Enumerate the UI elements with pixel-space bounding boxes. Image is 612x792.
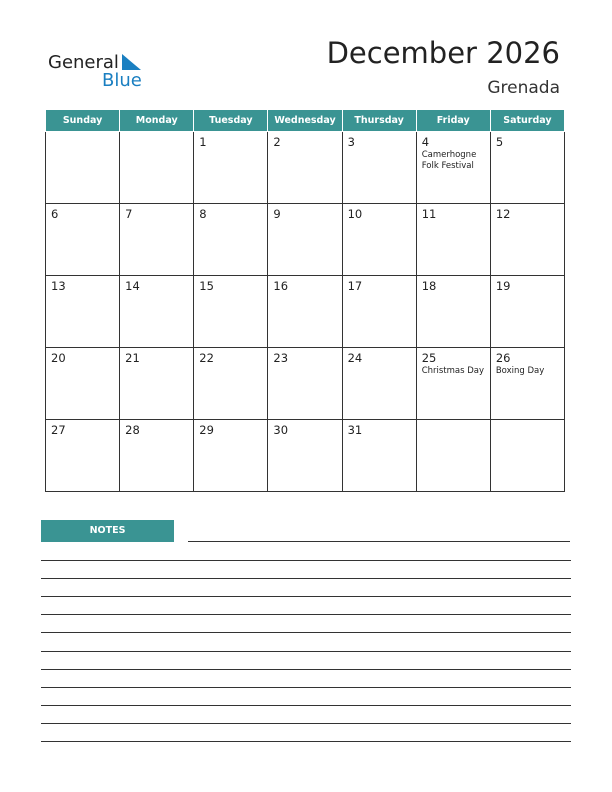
day-cell xyxy=(342,204,416,276)
day-cell xyxy=(268,204,342,276)
day-number: 7 xyxy=(125,207,133,221)
day-cell xyxy=(416,348,490,420)
day-number: 18 xyxy=(421,279,437,293)
notes-ruled-line xyxy=(41,578,571,579)
day-cell xyxy=(490,348,564,420)
day-number: 14 xyxy=(125,279,140,293)
calendar-week-row xyxy=(46,204,565,276)
day-cell xyxy=(268,276,342,348)
day-cell xyxy=(194,276,268,348)
day-number: 17 xyxy=(347,279,363,293)
day-number: 8 xyxy=(199,207,207,221)
day-cell xyxy=(416,132,490,204)
day-cell xyxy=(268,132,342,204)
page-title: December 2026 xyxy=(326,36,560,70)
notes-ruled-line xyxy=(41,669,571,670)
day-number: 31 xyxy=(347,423,363,437)
day-number: 16 xyxy=(273,279,289,293)
weekday-header-wednesday: Wednesday xyxy=(268,110,342,132)
notes-ruled-line xyxy=(41,687,571,688)
day-cell xyxy=(490,420,564,492)
holiday-event: Christmas Day xyxy=(421,366,485,376)
notes-ruled-line xyxy=(41,723,571,724)
day-cell xyxy=(46,132,120,204)
day-number: 3 xyxy=(347,135,355,149)
day-cell xyxy=(120,348,194,420)
day-cell xyxy=(268,348,342,420)
day-cell xyxy=(194,132,268,204)
notes-ruled-line xyxy=(41,705,571,706)
day-number: 20 xyxy=(51,351,66,365)
day-cell xyxy=(194,204,268,276)
day-cell xyxy=(46,420,120,492)
day-number: 24 xyxy=(347,351,363,365)
day-number: 30 xyxy=(273,423,289,437)
day-cell xyxy=(120,420,194,492)
day-number: 2 xyxy=(273,135,281,149)
day-cell xyxy=(490,204,564,276)
day-cell xyxy=(268,420,342,492)
day-number: 5 xyxy=(495,135,504,149)
day-cell xyxy=(416,204,490,276)
day-cell xyxy=(194,348,268,420)
day-cell xyxy=(46,348,120,420)
notes-ruled-line xyxy=(41,614,571,615)
day-cell xyxy=(342,132,416,204)
day-number: 10 xyxy=(347,207,363,221)
calendar-grid xyxy=(45,109,565,492)
day-number: 13 xyxy=(51,279,66,293)
day-cell xyxy=(416,420,490,492)
weekday-header-monday: Monday xyxy=(120,110,194,132)
day-cell xyxy=(120,204,194,276)
day-cell xyxy=(490,132,564,204)
weekday-header-friday: Friday xyxy=(416,110,490,132)
calendar-week-row xyxy=(46,276,565,348)
day-number: 11 xyxy=(421,207,437,221)
notes-label: NOTES xyxy=(41,520,174,542)
weekday-header-thursday: Thursday xyxy=(342,110,416,132)
day-number: 26 xyxy=(495,351,511,365)
day-number: 25 xyxy=(421,351,437,365)
day-number: 12 xyxy=(495,207,511,221)
logo-triangle-icon xyxy=(122,54,142,70)
day-cell xyxy=(46,204,120,276)
weekday-header-sunday: Sunday xyxy=(46,110,120,132)
calendar-week-row xyxy=(46,348,565,420)
weekday-header-row xyxy=(46,110,565,132)
logo-word-blue: Blue xyxy=(102,70,142,91)
day-number: 6 xyxy=(51,207,59,221)
notes-ruled-line xyxy=(41,651,571,652)
day-number: 21 xyxy=(125,351,140,365)
notes-ruled-line xyxy=(188,541,570,542)
holiday-event: Boxing Day xyxy=(495,366,545,376)
calendar-week-row xyxy=(46,420,565,492)
day-cell xyxy=(194,420,268,492)
day-cell xyxy=(342,348,416,420)
day-cell xyxy=(342,420,416,492)
day-number: 23 xyxy=(273,351,289,365)
day-number: 27 xyxy=(51,423,66,437)
day-cell xyxy=(490,276,564,348)
day-cell xyxy=(120,132,194,204)
weekday-header-saturday: Saturday xyxy=(490,110,564,132)
calendar-week-row xyxy=(46,132,565,204)
notes-ruled-line xyxy=(41,596,571,597)
day-number: 29 xyxy=(199,423,214,437)
day-cell xyxy=(120,276,194,348)
logo-word-general: General xyxy=(48,52,119,73)
day-number: 28 xyxy=(125,423,140,437)
country-name: Grenada xyxy=(487,78,560,98)
weekday-header-tuesday: Tuesday xyxy=(194,110,268,132)
notes-ruled-line xyxy=(41,632,571,633)
day-cell xyxy=(342,276,416,348)
day-number: 1 xyxy=(199,135,207,149)
day-number: 15 xyxy=(199,279,214,293)
holiday-event: Camerhogne Folk Festival xyxy=(421,150,477,171)
day-number: 4 xyxy=(421,135,430,149)
notes-ruled-line xyxy=(41,741,571,742)
day-cell xyxy=(416,276,490,348)
day-cell xyxy=(46,276,120,348)
day-number: 9 xyxy=(273,207,281,221)
notes-ruled-line xyxy=(41,560,571,561)
day-number: 22 xyxy=(199,351,214,365)
day-number: 19 xyxy=(495,279,511,293)
